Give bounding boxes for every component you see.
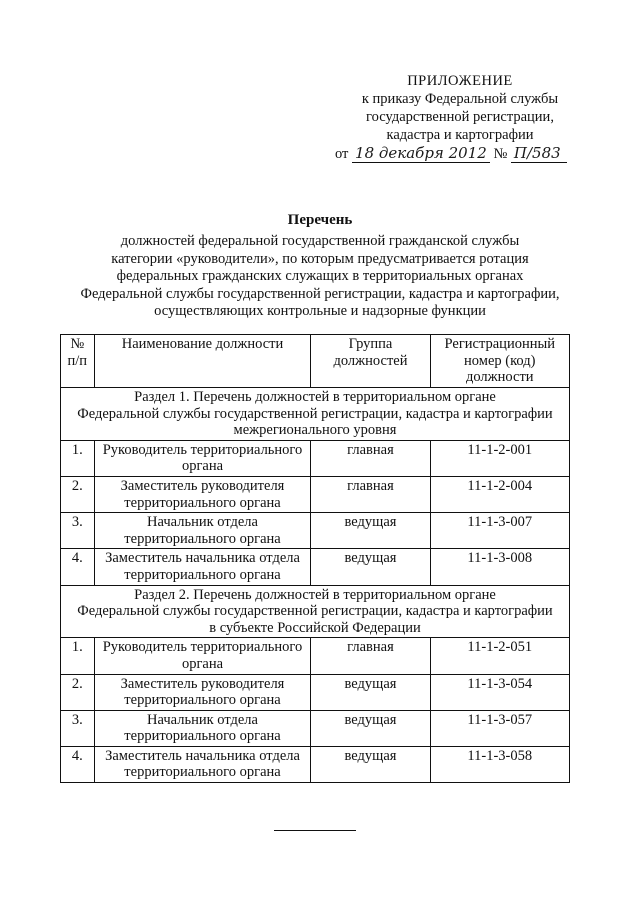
row-group: ведущая (311, 746, 430, 782)
table-row (61, 674, 570, 710)
row-group: ведущая (311, 674, 430, 710)
row-name: Руководитель территориального органа (94, 638, 311, 674)
row-code: 11-1-3-008 (430, 549, 569, 585)
row-group: ведущая (311, 513, 430, 549)
table-row (61, 710, 570, 746)
row-code: 11-1-2-001 (430, 440, 569, 476)
header-num: № п/п (61, 335, 95, 388)
table-row (61, 440, 570, 476)
row-num: 2. (61, 476, 95, 512)
number-sign: № (493, 146, 508, 162)
row-name: Начальник отдела территориального органа (94, 513, 311, 549)
row-group: главная (311, 440, 430, 476)
table-row (61, 549, 570, 585)
section-1-header (61, 388, 570, 441)
section-title-line: Федеральной службы государственной регистрации, кадастра и картографии (77, 603, 553, 620)
row-num: 3. (61, 710, 95, 746)
footer-divider (274, 830, 356, 831)
row-num: 3. (61, 513, 95, 549)
row-num: 4. (61, 746, 95, 782)
table-row (61, 513, 570, 549)
subtitle-line: осуществляющих контрольные и надзорные функции (154, 303, 486, 320)
row-num: 2. (61, 674, 95, 710)
section-title-line: Федеральной службы государственной регистрации, кадастра и картографии (77, 405, 553, 422)
row-group: ведущая (311, 710, 430, 746)
row-group: главная (311, 638, 430, 674)
section-title-line: межрегионального уровня (233, 422, 397, 439)
appendix-title: ПРИЛОЖЕНИЕ (407, 73, 513, 89)
appendix-block (330, 72, 590, 144)
row-code: 11-1-3-057 (430, 710, 569, 746)
row-num: 1. (61, 638, 95, 674)
section-title-line: в субъекте Российской Федерации (209, 619, 421, 636)
row-name: Заместитель руководителя территориального органа (94, 476, 311, 512)
row-name: Руководитель территориального органа (94, 440, 311, 476)
header-name: Наименование должности (94, 335, 311, 388)
row-code: 11-1-3-058 (430, 746, 569, 782)
table-row (61, 746, 570, 782)
row-num: 1. (61, 440, 95, 476)
row-group: главная (311, 476, 430, 512)
appendix-line-2: государственной регистрации, (366, 109, 554, 125)
order-date: 18 декабря 2012 (352, 144, 490, 163)
row-code: 11-1-2-051 (430, 638, 569, 674)
row-code: 11-1-2-004 (430, 476, 569, 512)
section-2-header (61, 585, 570, 638)
section-1-title (61, 388, 570, 441)
table-header-row (61, 335, 570, 388)
header-group: Группа должностей (311, 335, 430, 388)
date-prefix: от (335, 146, 349, 162)
subtitle-line: Федеральной службы государственной регистрации, кадастра и картографии, (80, 285, 560, 302)
header-code: Регистрационный номер (код) должности (430, 335, 569, 388)
row-code: 11-1-3-054 (430, 674, 569, 710)
row-group: ведущая (311, 549, 430, 585)
table-row (61, 638, 570, 674)
row-name: Заместитель начальника отдела территориального органа (94, 746, 311, 782)
subtitle-line: федеральных гражданских служащих в территориальных органах (116, 268, 524, 285)
section-title-line: Раздел 2. Перечень должностей в территориальном органе (134, 586, 496, 603)
appendix-line-3: кадастра и картографии (386, 127, 534, 143)
positions-table (60, 334, 570, 783)
row-name: Заместитель начальника отдела территориального органа (94, 549, 311, 585)
subtitle-line: должностей федеральной государственной гражданской службы (120, 233, 520, 249)
appendix-line-1: к приказу Федеральной службы (361, 91, 559, 107)
row-num: 4. (61, 549, 95, 585)
row-name: Заместитель руководителя территориального органа (94, 674, 311, 710)
document-subtitle (50, 233, 590, 321)
row-code: 11-1-3-007 (430, 513, 569, 549)
document-title: Перечень (287, 212, 353, 228)
row-name: Начальник отдела территориального органа (94, 710, 311, 746)
order-number: П/583 (511, 144, 567, 163)
table-row (61, 476, 570, 512)
section-2-title (61, 585, 570, 638)
subtitle-line: категории «руководители», по которым предусматривается ротация (111, 250, 529, 267)
order-date-line (335, 144, 595, 163)
section-title-line: Раздел 1. Перечень должностей в территориальном органе (134, 389, 496, 405)
